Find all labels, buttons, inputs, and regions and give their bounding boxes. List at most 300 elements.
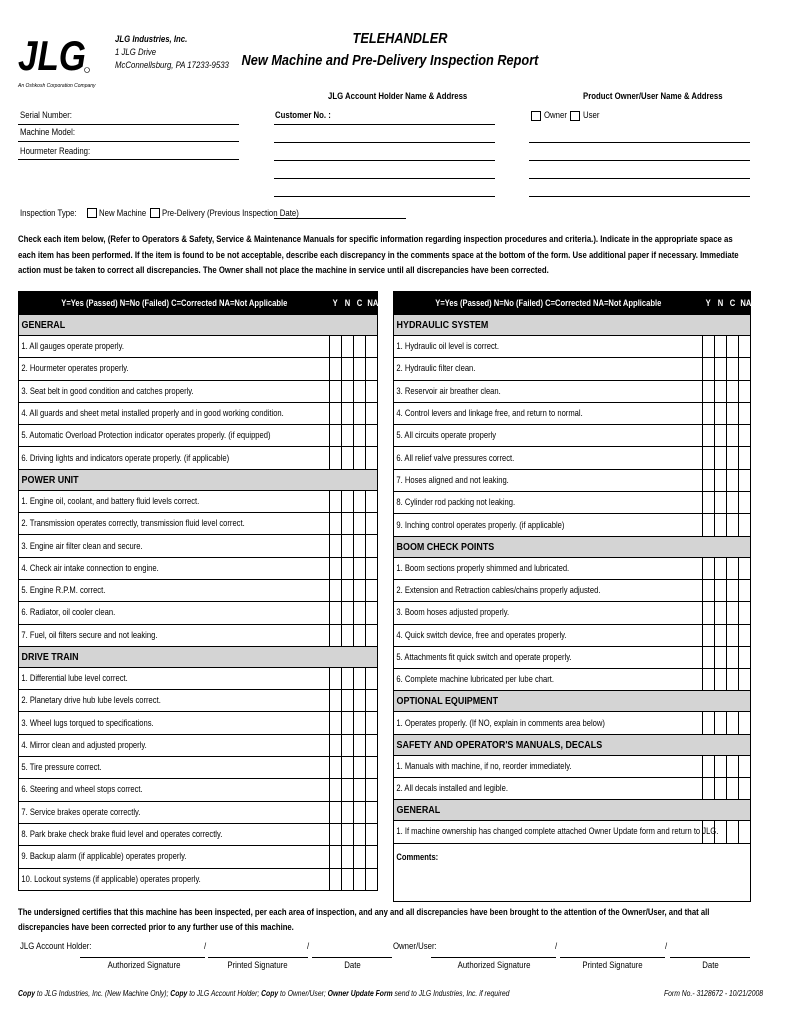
na-checkbox-cell[interactable]: [366, 667, 378, 689]
previous-inspection-date-field[interactable]: [274, 218, 406, 219]
table-row: [394, 402, 751, 424]
report-subtitle: New Machine and Pre-Delivery Inspection Report: [241, 52, 539, 69]
na-checkbox-cell[interactable]: [366, 779, 378, 801]
na-checkbox-cell[interactable]: [739, 579, 751, 601]
na-checkbox-cell[interactable]: [739, 755, 751, 777]
checklist-item: [394, 358, 703, 380]
section-title-text: GENERAL: [21, 319, 66, 331]
checklist-item-text: 8. Park brake check brake fluid level and operates correctly.: [21, 829, 223, 841]
table-row: [19, 380, 378, 402]
yes-checkbox-cell[interactable]: [330, 490, 342, 512]
checklist-item: [19, 868, 330, 890]
account-holder-line-4[interactable]: [274, 178, 495, 179]
corrected-checkbox-cell[interactable]: [354, 490, 366, 512]
na-checkbox-cell[interactable]: [366, 557, 378, 579]
na-checkbox-cell[interactable]: [739, 358, 751, 380]
checklist-item-text: 2. All decals installed and legible.: [396, 783, 508, 795]
table-row: [394, 579, 751, 601]
no-checkbox-cell[interactable]: [715, 646, 727, 668]
corrected-checkbox-cell[interactable]: [354, 868, 366, 890]
no-checkbox-cell[interactable]: [342, 757, 354, 779]
no-checkbox-cell[interactable]: [715, 447, 727, 469]
checklist-item-text: 3. Reservoir air breather clean.: [396, 385, 501, 397]
owner-line-3[interactable]: [529, 178, 750, 179]
na-checkbox-cell[interactable]: [366, 734, 378, 756]
corrected-checkbox-cell[interactable]: [354, 846, 366, 868]
y-column-header: [703, 292, 715, 315]
no-checkbox-cell[interactable]: [342, 535, 354, 557]
yes-checkbox-cell[interactable]: [330, 513, 342, 535]
checklist-item-text: 1. All gauges operate properly.: [21, 341, 124, 353]
section-title-text: HYDRAULIC SYSTEM: [396, 319, 489, 331]
no-checkbox-cell[interactable]: [715, 778, 727, 800]
checklist-item: [19, 380, 330, 402]
na-checkbox-cell[interactable]: [366, 624, 378, 646]
c-column-header: [727, 292, 739, 315]
na-checkbox-cell[interactable]: [366, 380, 378, 402]
corrected-checkbox-cell[interactable]: [354, 557, 366, 579]
yes-checkbox-cell[interactable]: [330, 712, 342, 734]
yes-checkbox-cell[interactable]: [703, 469, 715, 491]
corrected-checkbox-cell[interactable]: [727, 447, 739, 469]
yes-checkbox-cell[interactable]: [330, 557, 342, 579]
section-title: [19, 315, 378, 336]
checklist-item-text: 3. Seat belt in good condition and catches properly.: [21, 385, 194, 397]
corrected-checkbox-cell[interactable]: [354, 425, 366, 447]
hourmeter-field[interactable]: [18, 159, 239, 160]
comments-field[interactable]: [394, 843, 751, 901]
no-checkbox-cell[interactable]: [715, 336, 727, 358]
company-name: JLG Industries, Inc.: [115, 34, 188, 45]
jlg-printed-signature-field[interactable]: [208, 957, 308, 958]
na-checkbox-cell[interactable]: [366, 690, 378, 712]
checklist-item-text: 6. Driving lights and indicators operate properly. (if applicable): [21, 452, 230, 464]
yes-checkbox-cell[interactable]: [330, 535, 342, 557]
corrected-checkbox-cell[interactable]: [354, 402, 366, 424]
na-checkbox-cell[interactable]: [366, 358, 378, 380]
legend-header: [19, 292, 330, 315]
no-checkbox-cell[interactable]: [342, 868, 354, 890]
corrected-checkbox-cell[interactable]: [354, 779, 366, 801]
yes-checkbox-cell[interactable]: [330, 425, 342, 447]
na-column-header-text: NA: [740, 297, 752, 309]
table-row: [394, 755, 751, 777]
corrected-checkbox-cell[interactable]: [727, 579, 739, 601]
corrected-checkbox-cell[interactable]: [727, 712, 739, 734]
corrected-checkbox-cell[interactable]: [727, 336, 739, 358]
no-checkbox-cell[interactable]: [715, 712, 727, 734]
yes-checkbox-cell[interactable]: [703, 380, 715, 402]
no-checkbox-cell[interactable]: [342, 425, 354, 447]
yes-checkbox-cell[interactable]: [703, 358, 715, 380]
checklist-item: [19, 490, 330, 512]
yes-checkbox-cell[interactable]: [703, 778, 715, 800]
yes-checkbox-cell[interactable]: [330, 690, 342, 712]
yes-checkbox-cell[interactable]: [703, 579, 715, 601]
no-checkbox-cell[interactable]: [715, 425, 727, 447]
yes-checkbox-cell[interactable]: [330, 380, 342, 402]
checklist-item: [394, 602, 703, 624]
checklist-item: [394, 557, 703, 579]
checklist-item-text: 7. Service brakes operate correctly.: [21, 806, 141, 818]
yes-checkbox-cell[interactable]: [330, 823, 342, 845]
distribution-footer: [18, 988, 509, 998]
checklist-item: [394, 712, 703, 734]
owner-authorized-signature-field[interactable]: [431, 957, 556, 958]
table-row: [19, 779, 378, 801]
yes-checkbox-cell[interactable]: [703, 669, 715, 691]
c-column-header-text: C: [356, 297, 363, 309]
checklist-item: [19, 734, 330, 756]
na-column-header-text: NA: [367, 297, 379, 309]
checklist-item-text: 4. Control levers and linkage free, and return to normal.: [396, 408, 583, 420]
na-checkbox-cell[interactable]: [366, 490, 378, 512]
na-checkbox-cell[interactable]: [366, 402, 378, 424]
no-checkbox-cell[interactable]: [715, 624, 727, 646]
no-checkbox-cell[interactable]: [342, 823, 354, 845]
checklist-item: [394, 778, 703, 800]
table-header-row: [394, 292, 751, 315]
no-checkbox-cell[interactable]: [342, 734, 354, 756]
jlg-authorized-signature-field[interactable]: [80, 957, 205, 958]
checklist-item-text: 5. Automatic Overload Protection indicator operates properly. (if equipped): [21, 430, 271, 442]
corrected-checkbox-cell[interactable]: [354, 447, 366, 469]
inspection-type-label: Inspection Type:: [20, 208, 77, 219]
owner-line-4[interactable]: [529, 196, 750, 197]
yes-checkbox-cell[interactable]: [330, 667, 342, 689]
table-row: [394, 557, 751, 579]
yes-checkbox-cell[interactable]: [330, 336, 342, 358]
legend-header: [394, 292, 703, 315]
no-checkbox-cell[interactable]: [342, 336, 354, 358]
owner-user-label: Owner/User:: [393, 941, 437, 952]
na-checkbox-cell[interactable]: [739, 669, 751, 691]
no-checkbox-cell[interactable]: [342, 557, 354, 579]
no-checkbox-cell[interactable]: [715, 358, 727, 380]
account-holder-line-5[interactable]: [274, 196, 495, 197]
corrected-checkbox-cell[interactable]: [727, 557, 739, 579]
corrected-checkbox-cell[interactable]: [354, 358, 366, 380]
no-checkbox-cell[interactable]: [342, 490, 354, 512]
na-checkbox-cell[interactable]: [739, 336, 751, 358]
table-row: [19, 846, 378, 868]
checklist-item: [394, 514, 703, 536]
corrected-checkbox-cell[interactable]: [354, 535, 366, 557]
no-checkbox-cell[interactable]: [342, 690, 354, 712]
na-checkbox-cell[interactable]: [739, 646, 751, 668]
user-label: User: [583, 110, 600, 121]
yes-checkbox-cell[interactable]: [330, 602, 342, 624]
na-checkbox-cell[interactable]: [366, 801, 378, 823]
machine-model-label: Machine Model:: [20, 127, 75, 138]
table-row: [19, 690, 378, 712]
yes-checkbox-cell[interactable]: [703, 514, 715, 536]
corrected-checkbox-cell[interactable]: [354, 712, 366, 734]
jlg-printed-signature-caption: Printed Signature: [227, 960, 288, 971]
checklist-item-text: 5. Attachments fit quick switch and operate properly.: [396, 652, 572, 663]
checklist-item-text: 2. Transmission operates correctly, transmission fluid level correct.: [21, 518, 245, 530]
na-checkbox-cell[interactable]: [739, 380, 751, 402]
corrected-checkbox-cell[interactable]: [727, 380, 739, 402]
corrected-checkbox-cell[interactable]: [727, 669, 739, 691]
account-holder-line-2[interactable]: [274, 142, 495, 143]
yes-checkbox-cell[interactable]: [330, 801, 342, 823]
table-header-row: [19, 292, 378, 315]
account-holder-line-3[interactable]: [274, 160, 495, 161]
yes-checkbox-cell[interactable]: [330, 846, 342, 868]
corrected-checkbox-cell[interactable]: [354, 823, 366, 845]
checklist-item-text: 9. Inching control operates properly. (if applicable): [396, 519, 565, 531]
na-checkbox-cell[interactable]: [366, 846, 378, 868]
no-checkbox-cell[interactable]: [342, 801, 354, 823]
yes-checkbox-cell[interactable]: [703, 402, 715, 424]
yes-checkbox-cell[interactable]: [703, 602, 715, 624]
na-checkbox-cell[interactable]: [739, 624, 751, 646]
section-title: [394, 734, 751, 755]
corrected-checkbox-cell[interactable]: [354, 380, 366, 402]
corrected-checkbox-cell[interactable]: [354, 734, 366, 756]
section-title-text: OPTIONAL EQUIPMENT: [396, 695, 499, 708]
jlg-date-field[interactable]: [312, 957, 392, 958]
corrected-checkbox-cell[interactable]: [354, 336, 366, 358]
table-row: [19, 402, 378, 424]
corrected-checkbox-cell[interactable]: [727, 425, 739, 447]
account-holder-line-1[interactable]: [274, 124, 495, 125]
checklist-item: [394, 821, 719, 843]
na-checkbox-cell[interactable]: [739, 712, 751, 734]
checklist-item: [19, 602, 330, 624]
yes-checkbox-cell[interactable]: [703, 336, 715, 358]
checklist-item: [19, 667, 330, 689]
corrected-checkbox-cell[interactable]: [354, 624, 366, 646]
na-checkbox-cell[interactable]: [739, 492, 751, 514]
checklist-item-text: 2. Planetary drive hub lube levels correct.: [21, 695, 161, 707]
corrected-checkbox-cell[interactable]: [727, 402, 739, 424]
logo-subtext: An Oshkosh Corporation Company: [18, 83, 96, 89]
table-row: [19, 358, 378, 380]
hourmeter-label: Hourmeter Reading:: [20, 146, 91, 157]
no-checkbox-cell[interactable]: [342, 380, 354, 402]
section-title-text: DRIVE TRAIN: [21, 650, 79, 663]
pre-delivery-checkbox[interactable]: [150, 208, 160, 218]
corrected-checkbox-cell[interactable]: [727, 821, 739, 843]
yes-checkbox-cell[interactable]: [703, 447, 715, 469]
yes-checkbox-cell[interactable]: [703, 425, 715, 447]
yes-checkbox-cell[interactable]: [330, 779, 342, 801]
checklist-item-text: 7. Fuel, oil filters secure and not leaking.: [21, 629, 158, 641]
jlg-authorized-signature-caption: Authorized Signature: [107, 960, 181, 971]
checklist-item: [394, 447, 703, 469]
serial-number-field[interactable]: [18, 124, 239, 125]
yes-checkbox-cell[interactable]: [703, 557, 715, 579]
table-row: [394, 425, 751, 447]
checklist-item: [19, 425, 330, 447]
section-title: [394, 536, 751, 557]
yes-checkbox-cell[interactable]: [703, 624, 715, 646]
slash: /: [307, 941, 310, 952]
no-checkbox-cell[interactable]: [342, 358, 354, 380]
yes-checkbox-cell[interactable]: [703, 755, 715, 777]
copy3-bold: Copy: [261, 988, 279, 998]
table-row: [19, 557, 378, 579]
na-checkbox-cell[interactable]: [739, 425, 751, 447]
checklist-item: [394, 380, 703, 402]
no-checkbox-cell[interactable]: [715, 402, 727, 424]
company-address-line2: McConnellsburg, PA 17233-9533: [115, 60, 229, 71]
table-row: [19, 425, 378, 447]
no-checkbox-cell[interactable]: [715, 380, 727, 402]
table-row: [19, 447, 378, 469]
corrected-checkbox-cell[interactable]: [727, 624, 739, 646]
yes-checkbox-cell[interactable]: [330, 734, 342, 756]
na-checkbox-cell[interactable]: [739, 778, 751, 800]
no-checkbox-cell[interactable]: [342, 846, 354, 868]
corrected-checkbox-cell[interactable]: [727, 755, 739, 777]
no-checkbox-cell[interactable]: [342, 667, 354, 689]
owner-printed-signature-field[interactable]: [560, 957, 665, 958]
corrected-checkbox-cell[interactable]: [354, 513, 366, 535]
na-checkbox-cell[interactable]: [739, 821, 751, 843]
yes-checkbox-cell[interactable]: [330, 579, 342, 601]
na-checkbox-cell[interactable]: [739, 402, 751, 424]
yes-checkbox-cell[interactable]: [330, 868, 342, 890]
owner-authorized-signature-caption: Authorized Signature: [457, 960, 531, 971]
no-checkbox-cell[interactable]: [715, 492, 727, 514]
na-checkbox-cell[interactable]: [366, 447, 378, 469]
user-checkbox[interactable]: [570, 111, 580, 121]
jlg-holder-label: JLG Account Holder:: [20, 941, 92, 952]
no-checkbox-cell[interactable]: [342, 579, 354, 601]
table-row: [19, 624, 378, 646]
corrected-checkbox-cell[interactable]: [354, 602, 366, 624]
no-checkbox-cell[interactable]: [342, 779, 354, 801]
checklist-item-text: 1. Engine oil, coolant, and battery fluid levels correct.: [21, 495, 200, 507]
yes-checkbox-cell[interactable]: [703, 712, 715, 734]
corrected-checkbox-cell[interactable]: [727, 778, 739, 800]
yes-checkbox-cell[interactable]: [330, 757, 342, 779]
na-checkbox-cell[interactable]: [366, 868, 378, 890]
section-header-row: [394, 734, 751, 755]
table-row: [19, 757, 378, 779]
checklist-item: [19, 624, 330, 646]
no-checkbox-cell[interactable]: [715, 602, 727, 624]
yes-checkbox-cell[interactable]: [330, 402, 342, 424]
na-checkbox-cell[interactable]: [366, 757, 378, 779]
table-row: [394, 624, 751, 646]
na-checkbox-cell[interactable]: [739, 514, 751, 536]
no-checkbox-cell[interactable]: [715, 557, 727, 579]
table-row: [19, 336, 378, 358]
product-owner-heading: Product Owner/User Name & Address: [583, 91, 723, 102]
corrected-checkbox-cell[interactable]: [354, 801, 366, 823]
corrected-checkbox-cell[interactable]: [354, 667, 366, 689]
na-checkbox-cell[interactable]: [366, 535, 378, 557]
corrected-checkbox-cell[interactable]: [727, 469, 739, 491]
checklist-item-text: 6. Complete machine lubricated per lube chart.: [396, 674, 554, 686]
no-checkbox-cell[interactable]: [715, 669, 727, 691]
checklist-item-text: 1. Hydraulic oil level is correct.: [396, 341, 500, 353]
owner-date-caption: Date: [702, 960, 719, 971]
na-checkbox-cell[interactable]: [366, 336, 378, 358]
yes-checkbox-cell[interactable]: [330, 358, 342, 380]
section-header-row: [19, 646, 378, 667]
jlg-logo: [18, 32, 90, 78]
no-checkbox-cell[interactable]: [342, 602, 354, 624]
na-checkbox-cell[interactable]: [366, 425, 378, 447]
no-checkbox-cell[interactable]: [715, 469, 727, 491]
yes-checkbox-cell[interactable]: [330, 447, 342, 469]
corrected-checkbox-cell[interactable]: [727, 358, 739, 380]
no-checkbox-cell[interactable]: [715, 514, 727, 536]
table-row: [19, 868, 378, 890]
checklist-item: [19, 358, 330, 380]
owner-checkbox[interactable]: [531, 111, 541, 121]
na-checkbox-cell[interactable]: [739, 602, 751, 624]
corrected-checkbox-cell[interactable]: [727, 492, 739, 514]
slash: /: [555, 941, 558, 952]
n-column-header: [342, 292, 354, 315]
no-checkbox-cell[interactable]: [342, 447, 354, 469]
corrected-checkbox-cell[interactable]: [727, 646, 739, 668]
na-checkbox-cell[interactable]: [366, 712, 378, 734]
section-header-row: [394, 536, 751, 557]
na-column-header: [739, 292, 751, 315]
n-column-header: [715, 292, 727, 315]
corrected-checkbox-cell[interactable]: [354, 579, 366, 601]
pre-delivery-label: Pre-Delivery (Previous Inspection Date): [162, 208, 299, 219]
owner-line-2[interactable]: [529, 160, 750, 161]
na-checkbox-cell[interactable]: [366, 602, 378, 624]
na-checkbox-cell[interactable]: [739, 447, 751, 469]
no-checkbox-cell[interactable]: [342, 712, 354, 734]
yes-checkbox-cell[interactable]: [703, 492, 715, 514]
no-checkbox-cell[interactable]: [342, 624, 354, 646]
yes-checkbox-cell[interactable]: [703, 646, 715, 668]
owner-update-text: send to JLG Industries, Inc. if required: [392, 988, 510, 998]
owner-line-1[interactable]: [529, 142, 750, 143]
checklist-item: [19, 712, 330, 734]
new-machine-checkbox[interactable]: [87, 208, 97, 218]
n-column-header-text: N: [717, 297, 724, 309]
checklist-item: [19, 557, 330, 579]
comments-row[interactable]: [394, 843, 751, 901]
corrected-checkbox-cell[interactable]: [727, 602, 739, 624]
corrected-checkbox-cell[interactable]: [727, 514, 739, 536]
checklist-item: [394, 425, 703, 447]
no-checkbox-cell[interactable]: [715, 579, 727, 601]
na-checkbox-cell[interactable]: [739, 469, 751, 491]
no-checkbox-cell[interactable]: [342, 402, 354, 424]
no-checkbox-cell[interactable]: [342, 513, 354, 535]
yes-checkbox-cell[interactable]: [330, 624, 342, 646]
no-checkbox-cell[interactable]: [715, 755, 727, 777]
na-checkbox-cell[interactable]: [366, 513, 378, 535]
na-checkbox-cell[interactable]: [366, 823, 378, 845]
corrected-checkbox-cell[interactable]: [354, 690, 366, 712]
checklist-item-text: 3. Wheel lugs torqued to specifications.: [21, 717, 154, 729]
c-column-header-text: C: [729, 297, 736, 309]
y-column-header-text: Y: [705, 297, 712, 309]
na-checkbox-cell[interactable]: [739, 557, 751, 579]
copy1-text: to JLG Industries, Inc. (New Machine Only);: [35, 988, 171, 998]
certification-text: The undersigned certifies that this machine has been inspected, per each area of inspection, and any and all discrepancies have been brought to the attention of the Owner/User, and that all discrepancies have been corrected prior to any further use of this machine.: [18, 907, 710, 933]
na-checkbox-cell[interactable]: [366, 579, 378, 601]
table-row: [19, 513, 378, 535]
checklist-item: [394, 402, 703, 424]
owner-date-field[interactable]: [670, 957, 750, 958]
machine-model-field[interactable]: [18, 141, 239, 142]
corrected-checkbox-cell[interactable]: [354, 757, 366, 779]
